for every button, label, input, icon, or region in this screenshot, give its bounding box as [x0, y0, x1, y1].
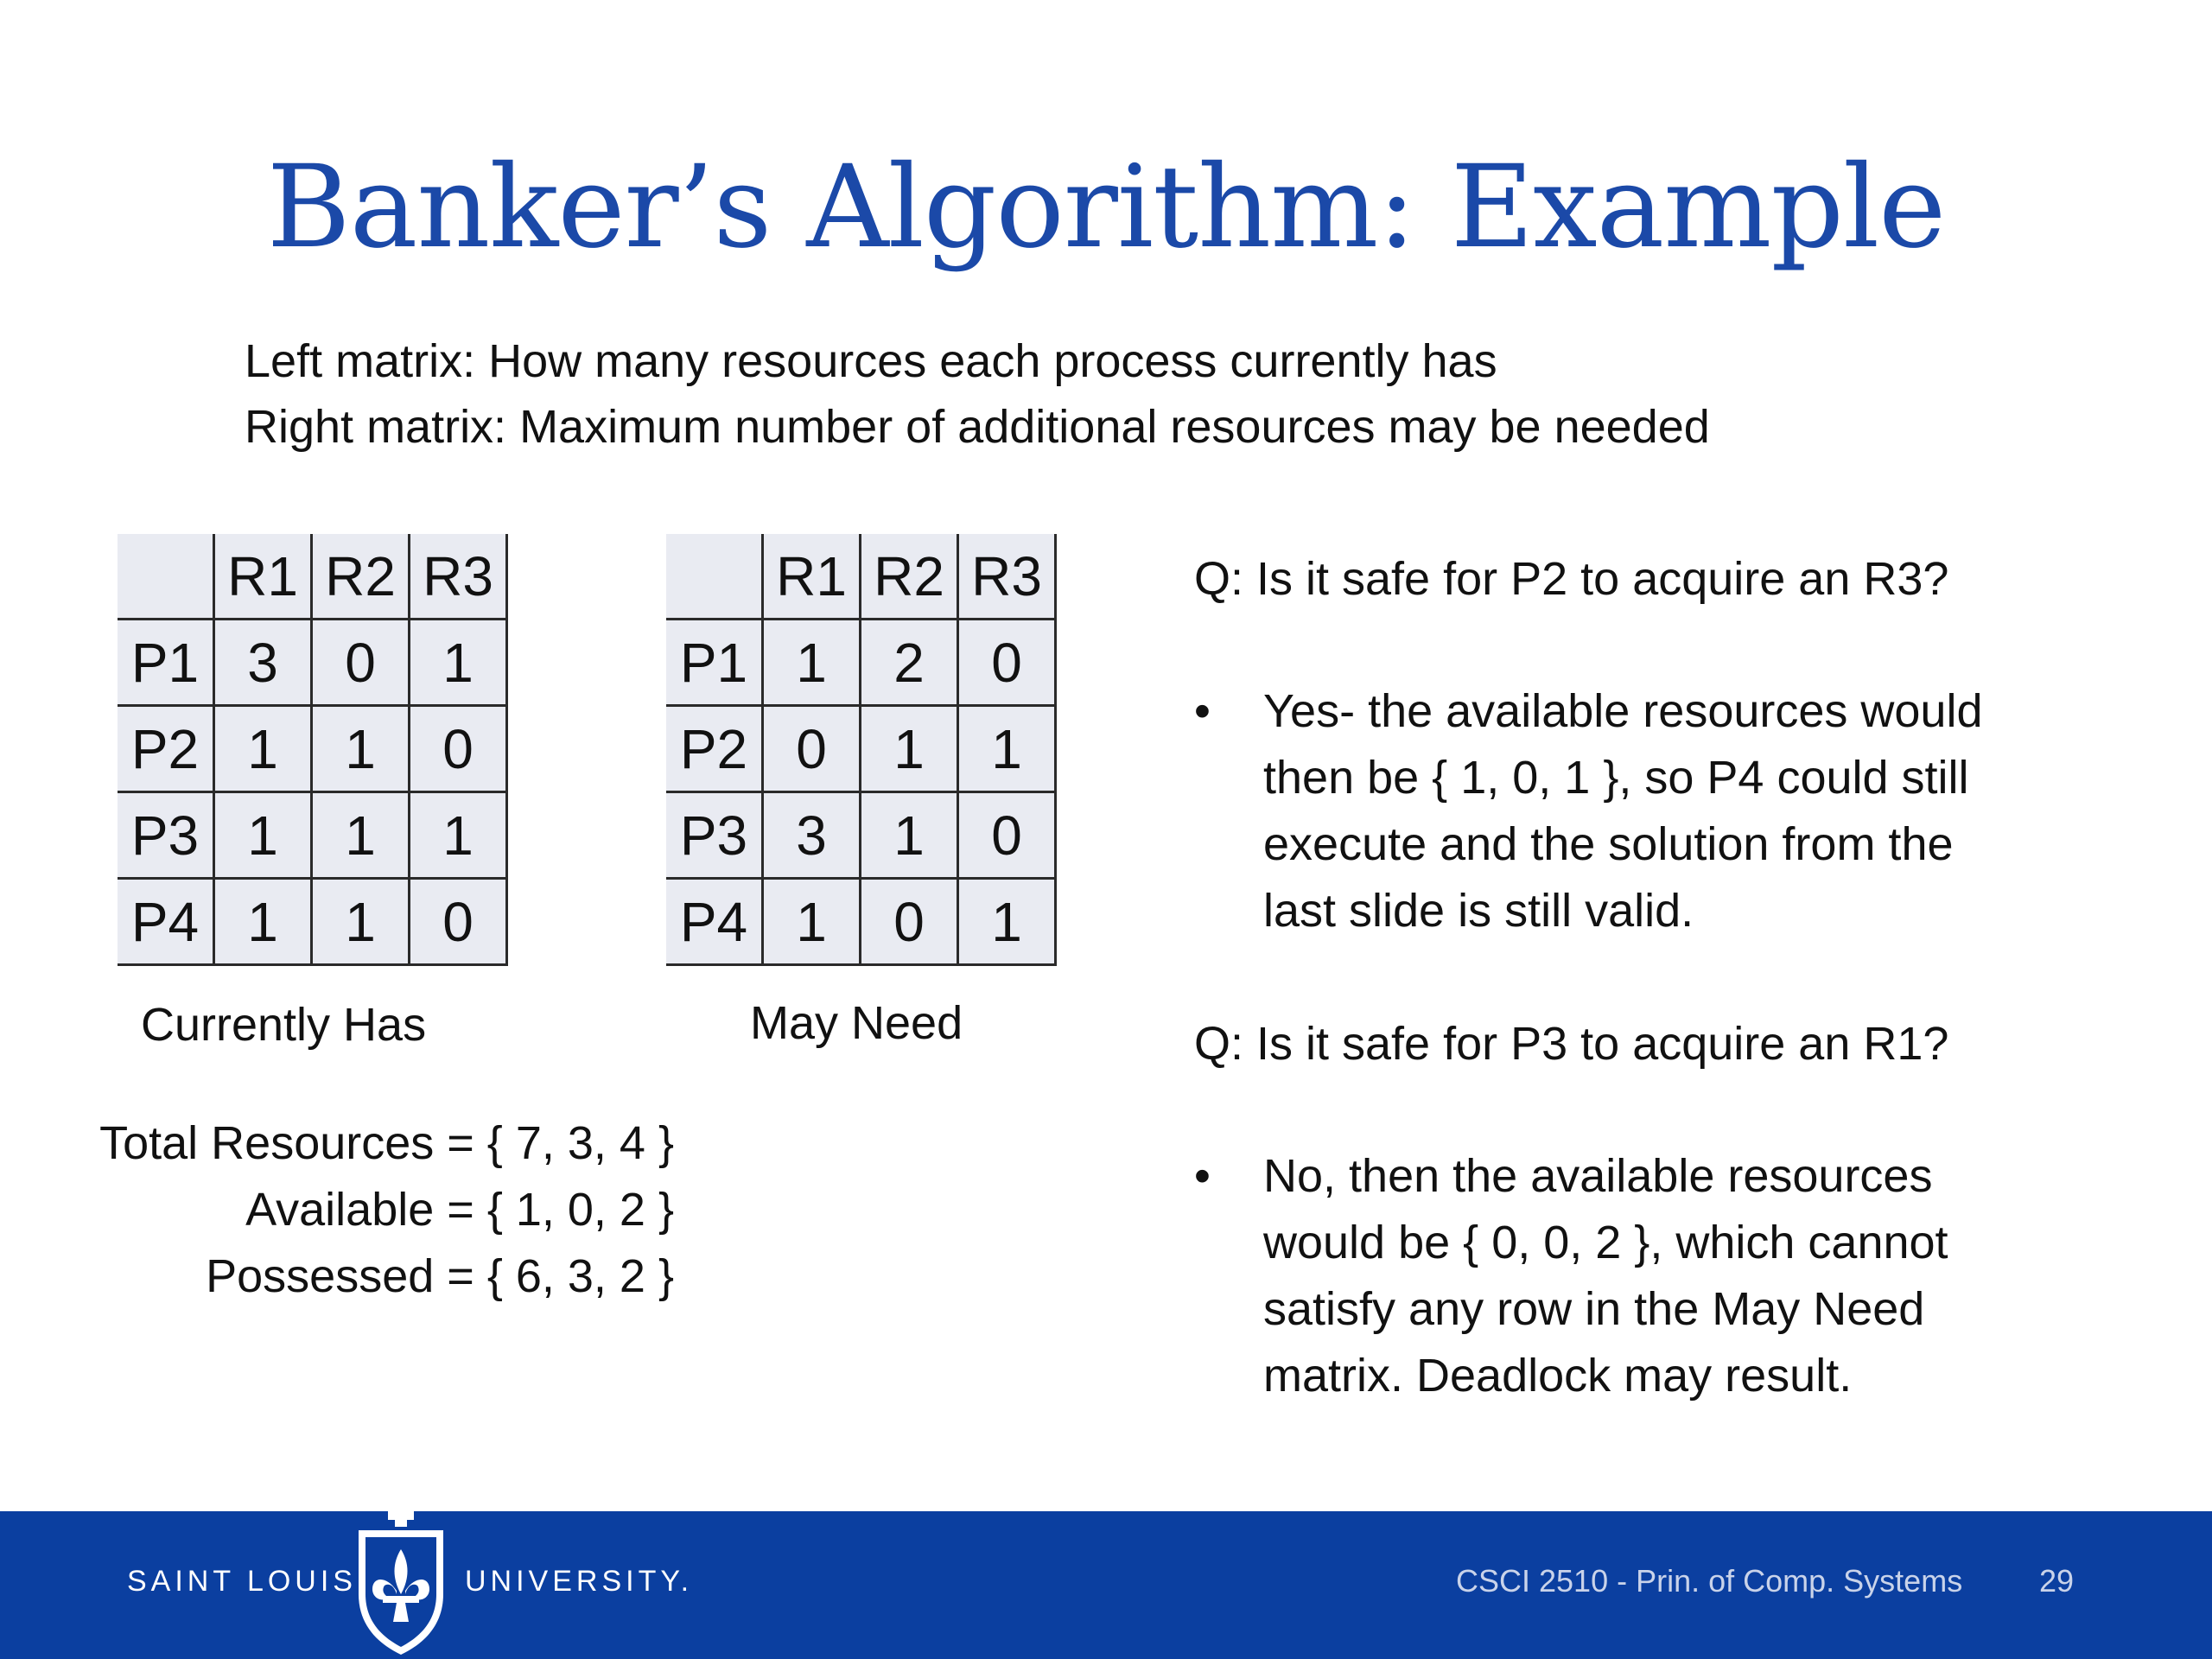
matrix-row: [666, 706, 1056, 792]
bullet-icon: •: [1194, 685, 1211, 737]
matrix-cell: 0: [763, 706, 861, 792]
currently-has-matrix: [118, 534, 508, 966]
may-need-caption: May Need: [750, 997, 963, 1049]
matrix-cell: 1: [410, 620, 507, 706]
matrix-cell: 0: [958, 792, 1056, 879]
intro-text: [245, 328, 1710, 460]
matrix-cell: 1: [214, 879, 312, 965]
matrix-header-cell: R3: [958, 534, 1056, 620]
matrix-row: [118, 620, 507, 706]
matrix-cell: 0: [958, 620, 1056, 706]
matrix-cell: 0: [312, 620, 410, 706]
matrix-row: [666, 792, 1056, 879]
currently-has-caption: Currently Has: [141, 999, 427, 1051]
question-1: Q: Is it safe for P2 to acquire an R3?: [1194, 553, 1949, 605]
matrix-header-cell: R1: [763, 534, 861, 620]
matrix-row-label: P4: [118, 879, 214, 965]
resource-totals: [69, 1110, 674, 1310]
matrix-cell: 2: [861, 620, 958, 706]
matrix-cell: 0: [410, 879, 507, 965]
matrix-cell: 1: [763, 879, 861, 965]
matrix-cell: 0: [410, 706, 507, 792]
brand-name-left: SAINT LOUIS: [127, 1565, 357, 1598]
matrix-row-label: P3: [118, 792, 214, 879]
matrix-row-label: P1: [666, 620, 763, 706]
matrix-header-cell: R1: [214, 534, 312, 620]
matrix-cell: 1: [312, 879, 410, 965]
matrix-cell: 1: [763, 620, 861, 706]
matrix-cell: 1: [214, 792, 312, 879]
matrix-row: [666, 620, 1056, 706]
matrix-row: [118, 792, 507, 879]
course-label: CSCI 2510 - Prin. of Comp. Systems: [1456, 1563, 1963, 1599]
slide-title: Banker’s Algorithm: Example: [266, 141, 1946, 274]
matrix-cell: 3: [214, 620, 312, 706]
answer-line: would be { 0, 0, 2 }, which cannot: [1263, 1217, 1948, 1268]
matrix-cell: 3: [763, 792, 861, 879]
fleur-de-lis-shield-icon: [352, 1501, 450, 1659]
matrix-cell: 0: [861, 879, 958, 965]
matrix-cell: 1: [958, 879, 1056, 965]
answer-line: Yes- the available resources would: [1263, 685, 1983, 737]
total-resources-line: Total Resources = { 7, 3, 4 }: [99, 1117, 674, 1169]
matrix-row-label: P2: [666, 706, 763, 792]
matrix-cell: 1: [312, 792, 410, 879]
intro-line-right-matrix: Right matrix: Maximum number of additional resources may be needed: [245, 401, 1710, 453]
matrix-header-row: [118, 534, 507, 620]
matrix-corner-cell: [666, 534, 763, 620]
qa-block-1: [1194, 546, 2084, 944]
answer-line: execute and the solution from the: [1263, 818, 1954, 870]
bullet-icon: •: [1194, 1150, 1211, 1202]
answer-1: [1194, 678, 2084, 944]
available-line: Available = { 1, 0, 2 }: [245, 1184, 674, 1236]
answer-2: [1194, 1143, 2084, 1409]
brand-name-right: UNIVERSITY.: [465, 1565, 694, 1598]
matrix-row-label: P3: [666, 792, 763, 879]
question-2: Q: Is it safe for P3 to acquire an R1?: [1194, 1018, 1949, 1070]
matrix-row-label: P1: [118, 620, 214, 706]
footer-bar: [0, 1511, 2212, 1659]
matrix-cell: 1: [861, 792, 958, 879]
intro-line-left-matrix: Left matrix: How many resources each process currently has: [245, 335, 1497, 387]
answer-line: satisfy any row in the May Need: [1263, 1283, 1925, 1335]
answer-line: then be { 1, 0, 1 }, so P4 could still: [1263, 752, 1969, 804]
matrix-cell: 1: [861, 706, 958, 792]
qa-block-2: [1194, 1011, 2084, 1409]
answer-line: No, then the available resources: [1263, 1150, 1933, 1202]
possessed-line: Possessed = { 6, 3, 2 }: [206, 1250, 674, 1302]
matrix-cell: 1: [958, 706, 1056, 792]
matrix-cell: 1: [410, 792, 507, 879]
answer-line: matrix. Deadlock may result.: [1263, 1350, 1853, 1402]
matrix-row: [666, 879, 1056, 965]
matrix-corner-cell: [118, 534, 214, 620]
matrix-header-cell: R2: [861, 534, 958, 620]
matrix-row: [118, 706, 507, 792]
answer-line: last slide is still valid.: [1263, 885, 1694, 937]
matrix-row: [118, 879, 507, 965]
matrix-row-label: P4: [666, 879, 763, 965]
matrix-header-cell: R3: [410, 534, 507, 620]
matrix-row-label: P2: [118, 706, 214, 792]
matrix-header-row: [666, 534, 1056, 620]
matrix-header-cell: R2: [312, 534, 410, 620]
page-number: 29: [2039, 1563, 2075, 1599]
matrix-cell: 1: [312, 706, 410, 792]
may-need-matrix: [666, 534, 1057, 966]
matrix-cell: 1: [214, 706, 312, 792]
